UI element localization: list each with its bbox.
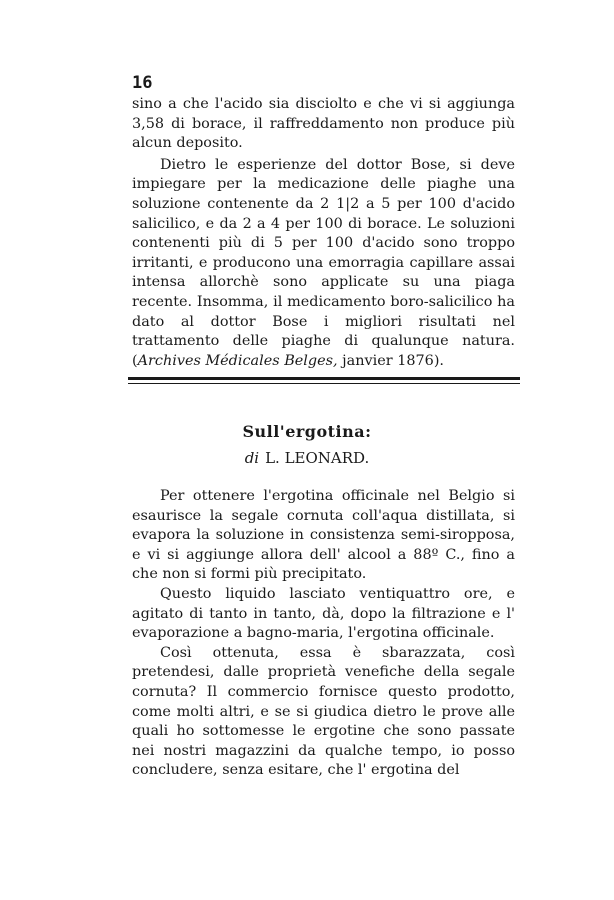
article-paragraph-1: Per ottenere l'ergotina officinale nel Belgio si esaurisce la segale cornuta coll'aqua distillata, si evapora la soluzione in consistenza semi-siropposa, e vi si aggiunge allora dell' alcool a 88º C., fino a che non si formi più precipitato.	[132, 488, 515, 583]
divider-thick-rule	[128, 377, 520, 380]
citation-journal: Archives Médicales Belges,	[137, 352, 338, 369]
article-author	[0, 449, 614, 467]
author-name: L. LEONARD.	[265, 449, 370, 467]
article-paragraph-3: Così ottenuta, essa è sbarazzata, così pretendesi, dalle proprietà venefiche della segale cornuta? Il commercio fornisce questo prodotto, come molti altri, e se si giudica dietro le prove alle quali ho sottomesse le ergotine che sono passate nei nostri magazzini da qualche tempo, io posso concludere, senza esitare, che l' ergotina del	[132, 644, 515, 779]
top-paragraph-2	[132, 156, 515, 372]
section-divider	[128, 377, 520, 384]
article-body	[132, 487, 515, 781]
top-paragraph-2-text: Dietro le esperienze del dottor Bose, si deve impiegare per la medicazione delle piaghe una soluzione contenente da 2 1|2 a 5 per 100 d'acido salicilico, e da 2 a 4 per 100 di borace. Le soluzioni contenenti più di 5 per 100 d'acido sono troppo irritanti, e producono una emorragia capillare assai intensa allorchè sono applicate su una piaga recente. Insomma, il medicamento boro-salicilico ha dato al dottor Bose i migliori risultati nel trattamento delle piaghe di qualunque natura. (	[132, 156, 515, 369]
divider-thin-rule	[128, 383, 520, 384]
top-section	[132, 95, 515, 371]
author-prefix: di	[244, 449, 260, 467]
page-number: 16	[132, 73, 153, 93]
article-paragraph-2: Questo liquido lasciato ventiquattro ore, e agitato di tanto in tanto, dà, dopo la filtrazione e l' evaporazione a bagno-maria, l'ergotina officinale.	[132, 585, 515, 642]
citation-date: janvier 1876).	[337, 352, 445, 369]
article-title: Sull'ergotina:	[242, 422, 372, 441]
top-paragraph-1: sino a che l'acido sia disciolto e che vi si aggiunga 3,58 di borace, il raffreddamento non produce più alcun deposito.	[132, 96, 515, 152]
